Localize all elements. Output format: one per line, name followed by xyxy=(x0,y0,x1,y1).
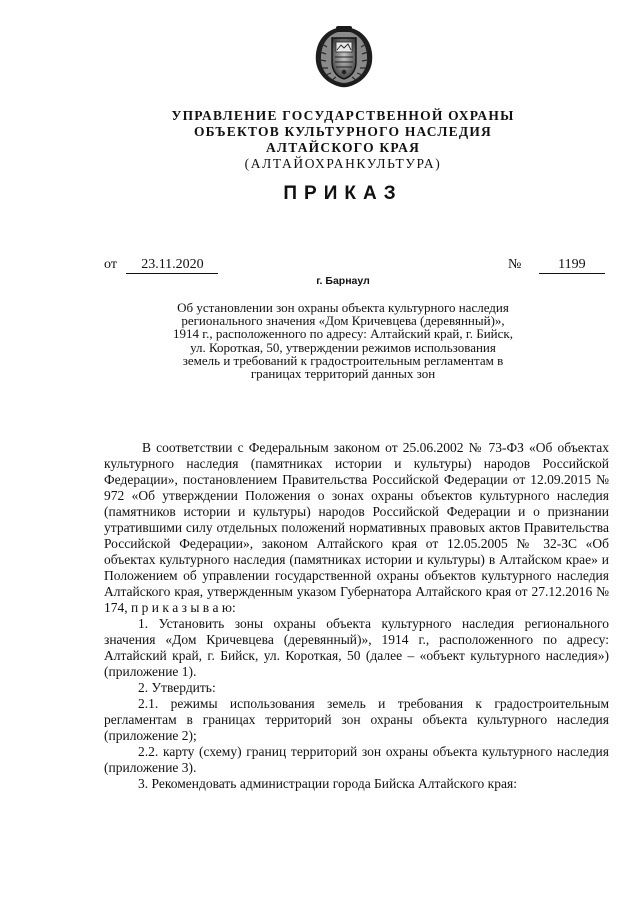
order-date xyxy=(104,257,218,274)
org-line-2: ОБЪЕКТОВ КУЛЬТУРНОГО НАСЛЕДИЯ xyxy=(193,124,493,139)
number-prefix: № xyxy=(508,257,522,272)
organization-name xyxy=(0,108,640,172)
date-prefix: от xyxy=(104,257,117,272)
order-body xyxy=(104,440,609,792)
order-subject xyxy=(0,301,640,380)
org-line-1: УПРАВЛЕНИЕ ГОСУДАРСТВЕННОЙ ОХРАНЫ xyxy=(171,108,515,123)
subject-line: Об установлении зон охраны объекта культурного наследия xyxy=(177,300,509,315)
subject-line: границах территорий данных зон xyxy=(250,366,436,382)
org-abbreviation: (АЛТАЙОХРАНКУЛЬТУРА) xyxy=(244,156,442,171)
item-3: 3. Рекомендовать администрации города Бийска Алтайского края: xyxy=(138,776,517,791)
subject-line: ул. Короткая, 50, утверждении режимов использования xyxy=(190,339,496,355)
subject-line: 1914 г., расположенного по адресу: Алтайский край, г. Бийск, xyxy=(173,326,513,342)
item-1: 1. Установить зоны охраны объекта культурного наследия регионального значения «Дом Кричевцева (деревянный)», 1914 г., расположенного по адресу: Алтайский край, г. Бийск, ул. Короткая, 50 (далее – «объект культурного наследия») (приложение 1). xyxy=(104,616,609,679)
coat-of-arms-icon xyxy=(310,24,378,90)
org-line-3: АЛТАЙСКОГО КРАЯ xyxy=(265,140,421,155)
item-2: 2. Утвердить: xyxy=(138,680,216,695)
order-word: п р и к а з ы в а ю: xyxy=(131,600,236,615)
item-2-2: 2.2. карту (схему) границ территорий зон охраны объекта культурного наследия (приложение 3). xyxy=(104,744,609,775)
item-2-1: 2.1. режимы использования земель и требования к градостроительным регламентам в границах территорий зон охраны объекта культурного наследия (приложение 2); xyxy=(104,696,609,743)
number-value: 1199 xyxy=(539,257,605,274)
subject-line: регионального значения «Дом Кричевцева (деревянный)», xyxy=(181,313,505,329)
date-value: 23.11.2020 xyxy=(126,257,218,274)
preamble-paragraph xyxy=(104,440,609,616)
preamble-text: В соответствии с Федеральным законом от 25.06.2002 № 73-ФЗ «Об объектах культурного наследия (памятниках истории и культуры) народов Российской Федерации», постановлением Правительства Российской Федерации от 12.09.2015 № 972 «Об утверждении Положения о зонах охраны объектов культурного наследия (памятников истории и культуры) народов Российской Федерации и о признании утратившими силу отдельных положений нормативных правовых актов Правительства Российской Федерации», законом Алтайского края от 12.05.2005 № 32-ЗС «Об объектах культурного наследия (памятниках истории и культуры) в Алтайском крае» и Положением об управлении государственной охраны объектов культурного наследия Алтайского края, утвержденным указом Губернатора Алтайского края от 27.12.2016 № 174, xyxy=(104,440,609,615)
city: г. Барнаул xyxy=(316,275,370,287)
order-number xyxy=(508,257,605,274)
document-title: ПРИКАЗ xyxy=(283,183,403,204)
subject-line: земель и требований к градостроительным регламентам в xyxy=(182,352,504,368)
